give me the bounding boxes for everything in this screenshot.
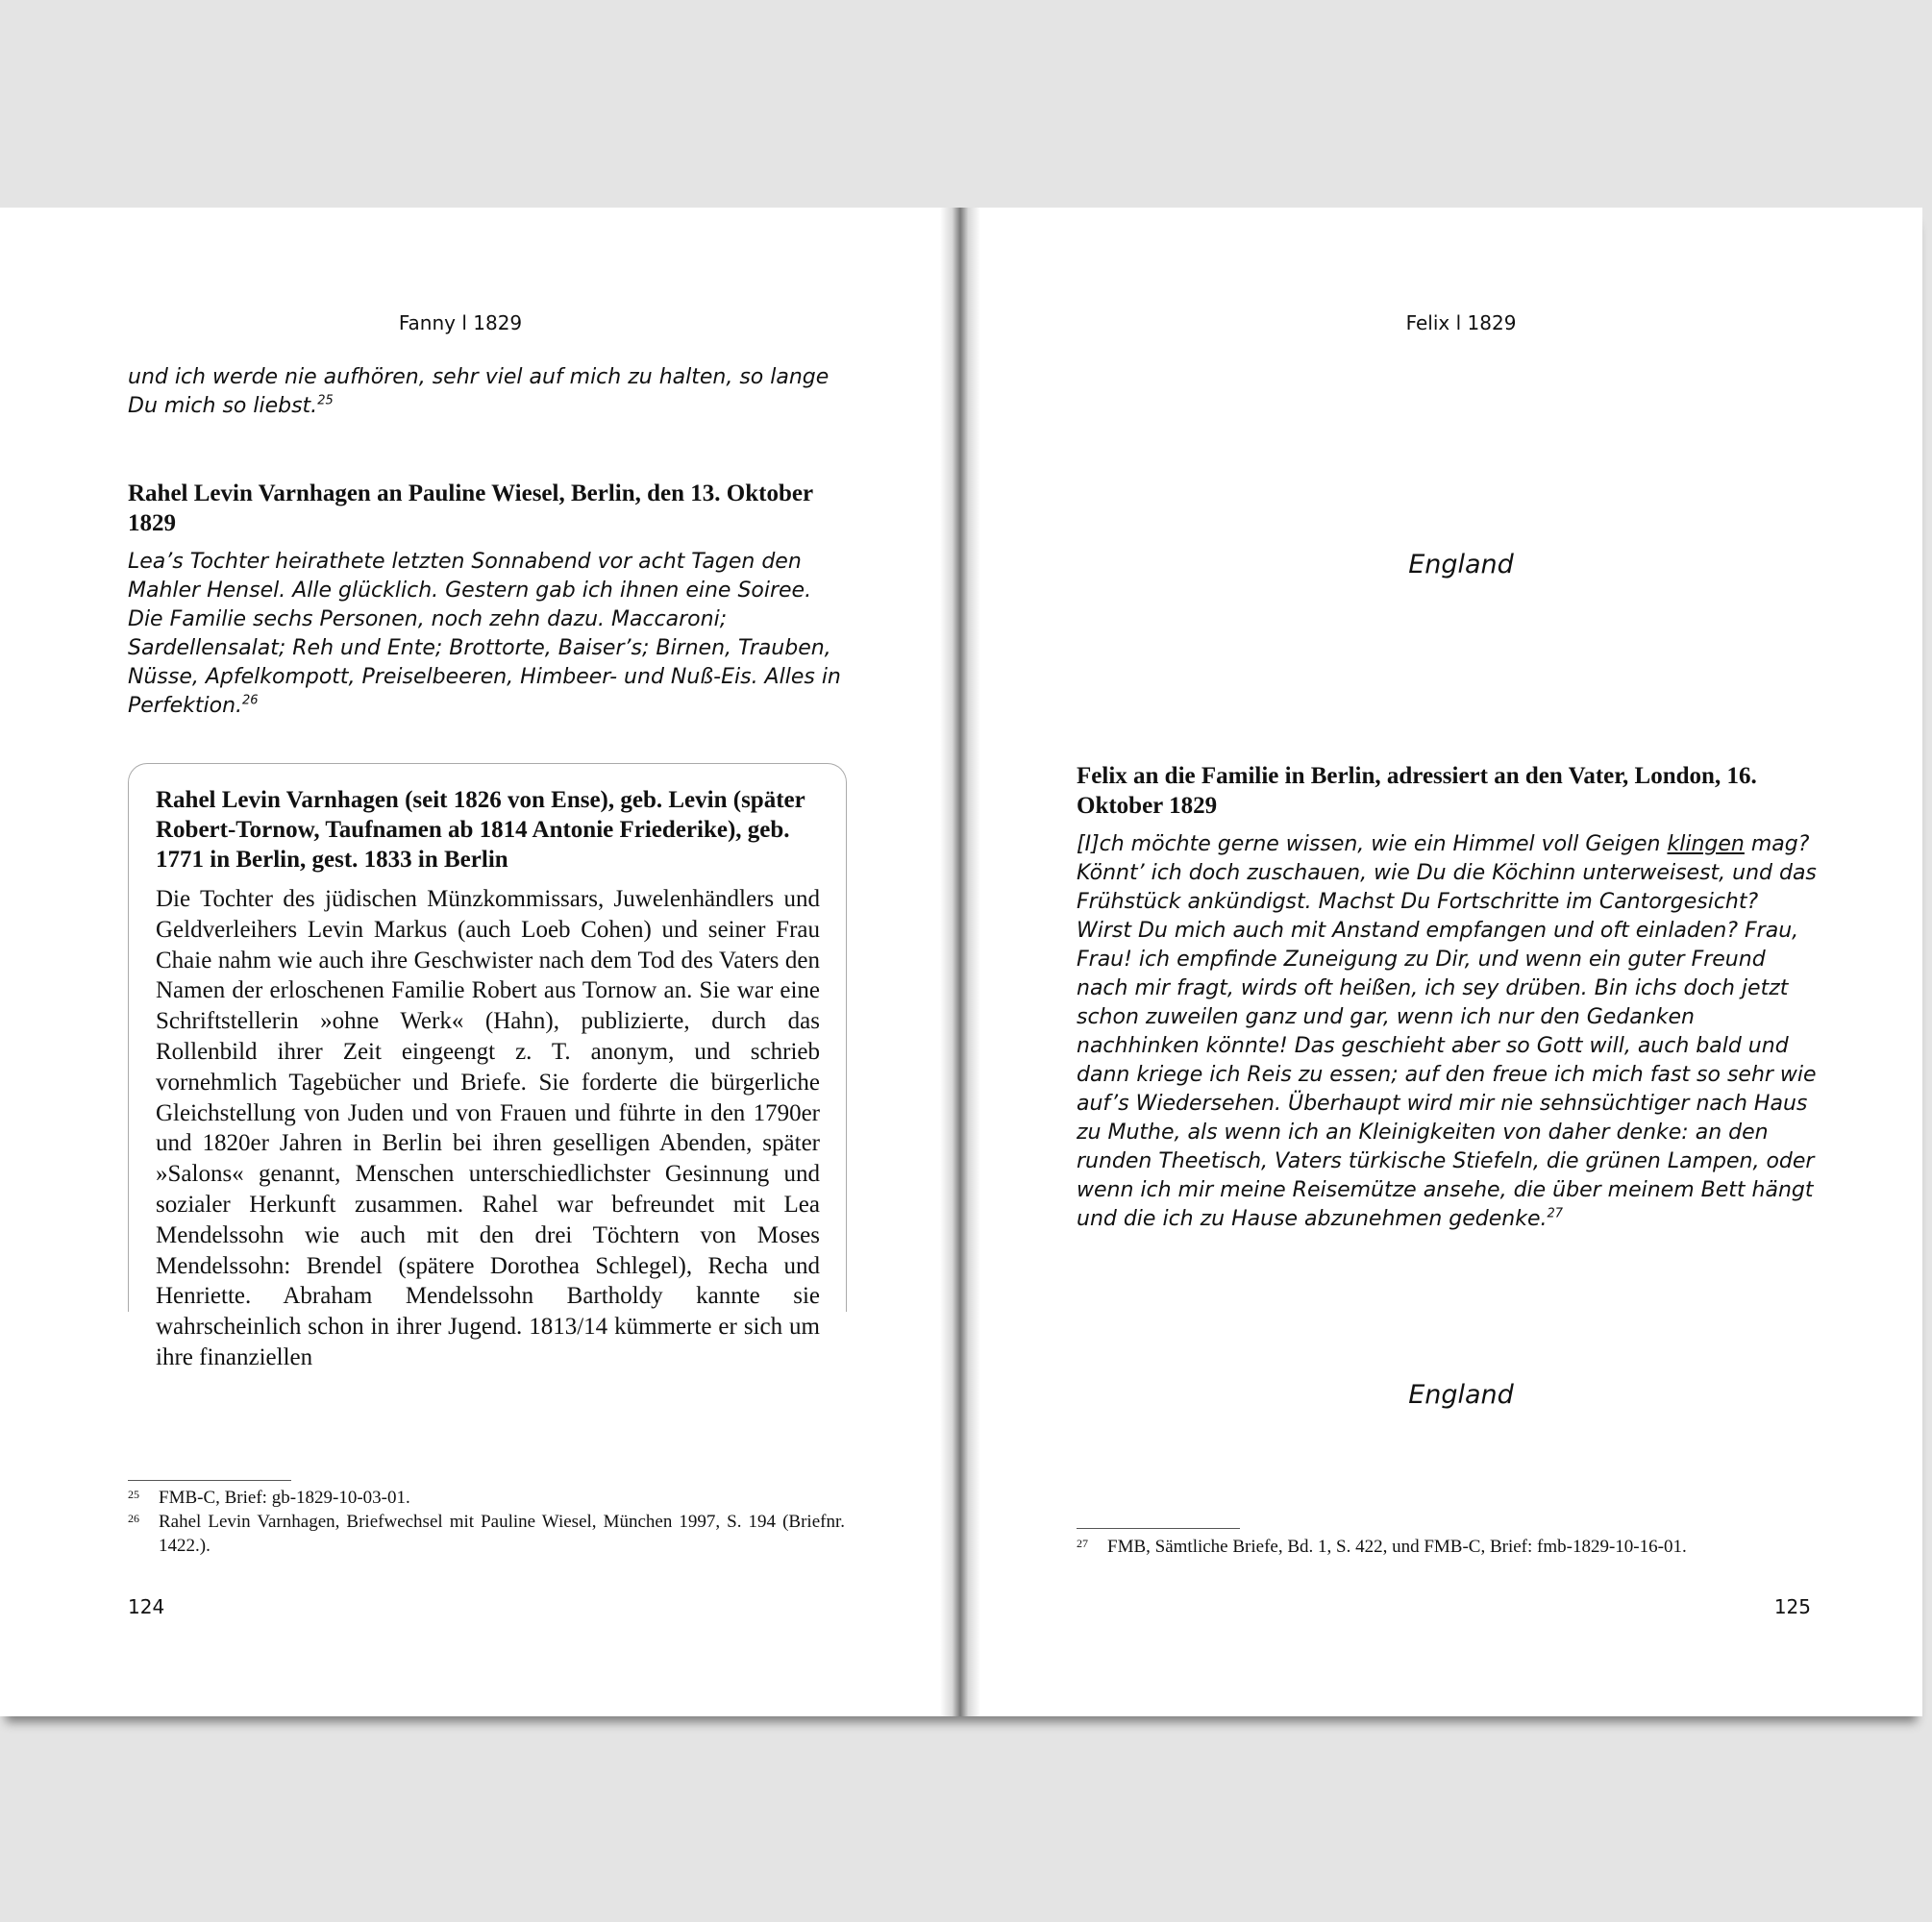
footnote-text: FMB, Sämtliche Briefe, Bd. 1, S. 422, und FMB-C, Brief: fmb-1829-10-16-01. <box>1107 1537 1687 1557</box>
section-title: England <box>1408 550 1514 579</box>
footnote <box>128 1486 845 1510</box>
footnote-ref: 25 <box>317 393 334 408</box>
letter-text <box>1077 830 1817 1234</box>
footnote-rule <box>1077 1528 1240 1529</box>
book-gutter <box>940 208 980 1716</box>
footnote-number: 25 <box>128 1488 139 1501</box>
biography-heading: Rahel Levin Varnhagen (seit 1826 von Ense), geb. Levin (später Robert-Tornow, Taufnamen ab 1814 Antonie Friederike), geb. 1771 in Berlin, gest. 1833 in Berlin <box>156 787 805 873</box>
page-number: 125 <box>1773 1595 1811 1618</box>
footnote-ref: 26 <box>242 693 259 708</box>
biography-box <box>128 763 847 1370</box>
section-title: England <box>1408 1380 1514 1410</box>
footnote-text: FMB-C, Brief: gb-1829-10-03-01. <box>159 1488 410 1508</box>
footnote <box>1077 1535 1817 1559</box>
footnote-rule <box>128 1480 291 1481</box>
running-header: Felix l 1829 <box>1405 311 1517 334</box>
letter-heading: Rahel Levin Varnhagen an Pauline Wiesel, Berlin, den 13. Oktober 1829 <box>128 480 813 536</box>
opening-quote-text: und ich werde nie aufhören, sehr viel auf mich zu halten, so lange Du mich so liebst. <box>128 365 830 418</box>
letter-text-underlined: klingen <box>1667 832 1745 856</box>
letter-block <box>128 479 849 721</box>
left-page <box>0 208 940 1716</box>
biography-text: Die Tochter des jüdischen Münzkommissars, Juwelenhändlers und Geldverleihers Levin Markus (auch Loeb Cohen) und seiner Frau Chaie nahm wie auch ihre Geschwister nach dem Tod des Vaters den Namen der erloschenen Familie Robert aus Tornow an. Sie war eine Schriftstellerin »ohne Werk« (Hahn), publizierte, durch das Rollenbild ihrer Zeit eingeengt z. T. anonym, und schrieb vornehmlich Tagebücher und Briefe. Sie forderte die bürgerliche Gleichstellung von Juden und von Frauen und führte in den 1790er und 1820er Jahren in Berlin bei ihren geselligen Abenden, später »Salons« genannt, Menschen unterschiedlichster Gesinnung und sozialer Herkunft zusammen. Rahel war befreundet mit Lea Mendelssohn wie auch mit den drei Töchtern von Moses Mendelssohn: Brendel (spätere Dorothea Schlegel), Recha und Henriette. Abraham Mendelssohn Bartholdy kannte sie wahrscheinlich schon in ihrer Jugend. 1813/14 kümmerte er sich um ihre finanziellen <box>156 886 820 1370</box>
page-number: 124 <box>128 1595 165 1618</box>
footnote-ref: 27 <box>1547 1206 1564 1221</box>
footnotes <box>128 1486 845 1558</box>
letter-text-body: Lea’s Tochter heirathete letzten Sonnabend vor acht Tagen den Mahler Hensel. Alle glücklich. Gestern gab ich ihnen eine Soiree. Die Familie sechs Personen, noch zehn dazu. Maccaroni; Sardellensalat; Reh und Ente; Brottorte, Baiser’s; Birnen, Trauben, Nüsse, Apfelkompott, Preiselbeeren, Himbeer- und Nuß-Eis. Alles in Perfektion. <box>128 550 841 718</box>
footnotes <box>1077 1535 1817 1559</box>
footnote-text: Rahel Levin Varnhagen, Briefwechsel mit Pauline Wiesel, München 1997, S. 194 (Briefnr. 1422.). <box>159 1512 845 1556</box>
letter-text <box>128 548 849 721</box>
running-header: Fanny l 1829 <box>398 311 523 334</box>
letter-text-rest: mag? Könnt’ ich doch zuschauen, wie Du die Köchinn unterweisest, und das Frühstück ankündigst. Machst Du Fortschritte im Cantorgesicht? Wirst Du mich auch mit Anstand empfangen und oft einladen? Frau, Frau! ich empfinde Zuneigung zu Dir, und wenn ein guter Freund nach mir fragt, wirds oft heißen, ich sey drüben. Bin ichs doch jetzt schon zuweilen ganz und gar, wenn ich nur den Gedanken nachhinken könnte! Das geschieht aber so Gott will, auch bald und dann kriege ich Reis zu essen; auf den freue ich mich fast so sehr wie auf’s Wiedersehen. Überhaupt wird mir nie sehnsüchtiger nach Haus zu Muthe, als wenn ich an Kleinigkeiten von daher denke: an den runden Theetisch, Vaters türkische Stiefeln, die grünen Lampen, oder wenn ich mir meine Reisemütze ansehe, die über meinem Bett hängt und die ich zu Hause abzunehmen gedenke. <box>1077 832 1817 1231</box>
footnote <box>128 1510 845 1558</box>
letter-text-start: [I]ch möchte gerne wissen, wie ein Himmel voll Geigen <box>1077 832 1668 856</box>
letter-heading: Felix an die Familie in Berlin, adressiert an den Vater, London, 16. Oktober 1829 <box>1077 763 1757 819</box>
footnote-number: 27 <box>1077 1537 1088 1550</box>
right-page <box>980 208 1922 1716</box>
opening-quote <box>128 363 849 421</box>
opening-quote-block <box>128 363 849 421</box>
letter-block <box>1077 761 1817 1234</box>
footnote-number: 26 <box>128 1512 139 1525</box>
